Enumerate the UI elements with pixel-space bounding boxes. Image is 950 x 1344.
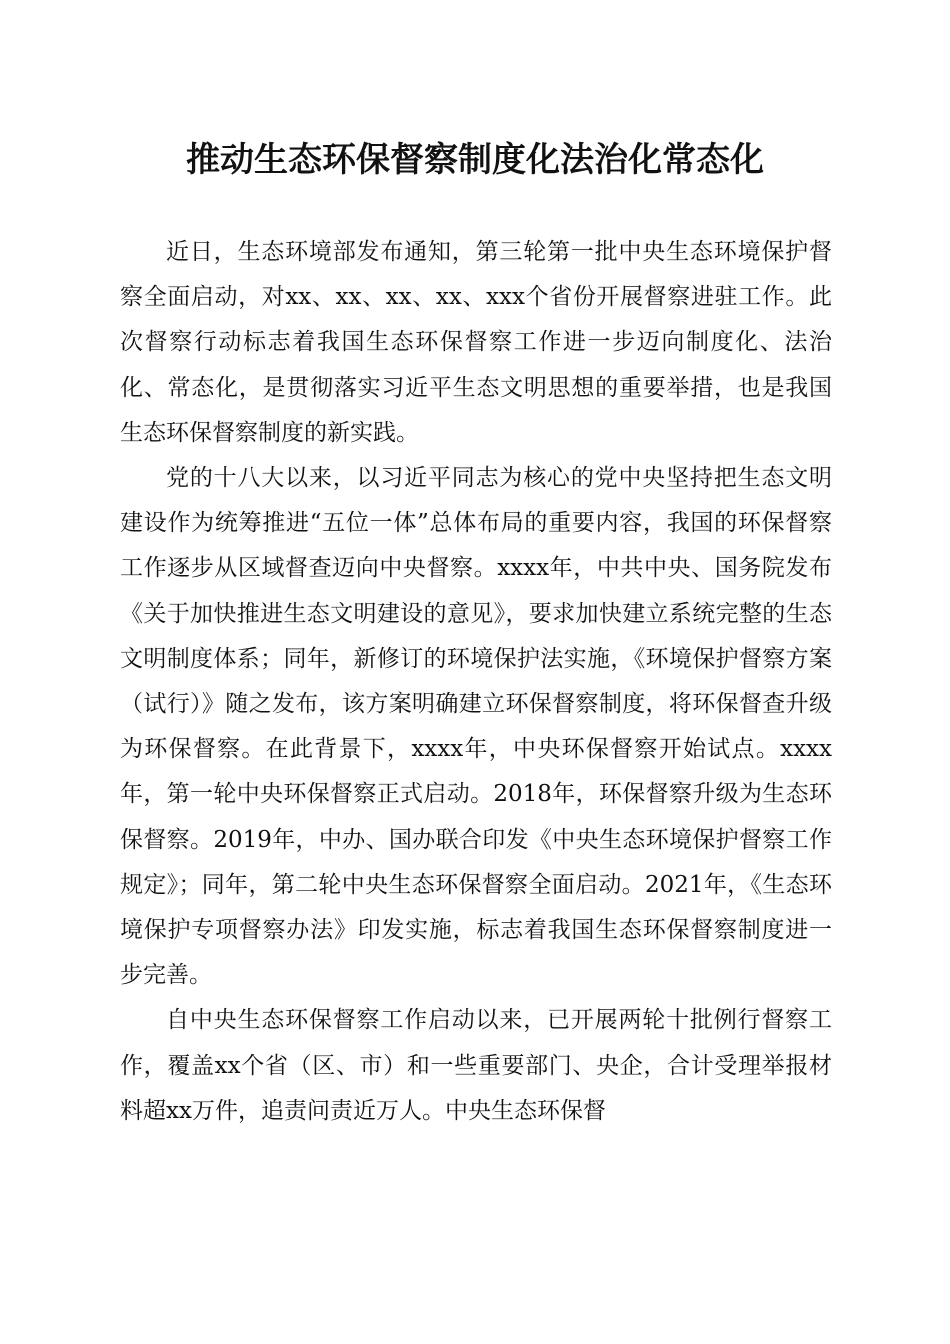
- paragraph-1: 近日，生态环境部发布通知，第三轮第一批中央生态环境保护督察全面启动，对xx、xx、xx、xx、xxx个省份开展督察进驻工作。此次督察行动标志着我国生态环保督察工作进一步迈向制度化、法治化、常态化，是贯彻落实习近平生态文明思想的重要举措，也是我国生态环保督察制度的新实践。: [120, 239, 832, 446]
- paragraph-3: 自中央生态环保督察工作启动以来，已开展两轮十批例行督察工作，覆盖xx个省（区、市）和一些重要部门、央企，合计受理举报材料超xx万件，追责问责近万人。中央生态环保督: [120, 1007, 832, 1124]
- paragraph-2: 党的十八大以来，以习近平同志为核心的党中央坚持把生态文明建设作为统筹推进“五位一体”总体布局的重要内容，我国的环保督察工作逐步从区域督查迈向中央督察。xxxx年，中共中央、国务院发布《关于加快推进生态文明建设的意见》，要求加快建立系统完整的生态文明制度体系；同年，新修订的环境保护法实施，《环境保护督察方案（试行）》随之发布，该方案明确建立环保督察制度，将环保督查升级为环保督察。在此背景下，xxxx年，中央环保督察开始试点。xxxx年，第一轮中央环保督察正式启动。2018年，环保督察升级为生态环保督察。2019年，中办、国办联合印发《中央生态环境保护督察工作规定》；同年，第二轮中央生态环保督察全面启动。2021年，《生态环境保护专项督察办法》印发实施，标志着我国生态环保督察制度进一步完善。: [120, 465, 832, 989]
- document-title: 推动生态环保督察制度化法治化常态化: [186, 140, 764, 180]
- document-body: [120, 230, 832, 1134]
